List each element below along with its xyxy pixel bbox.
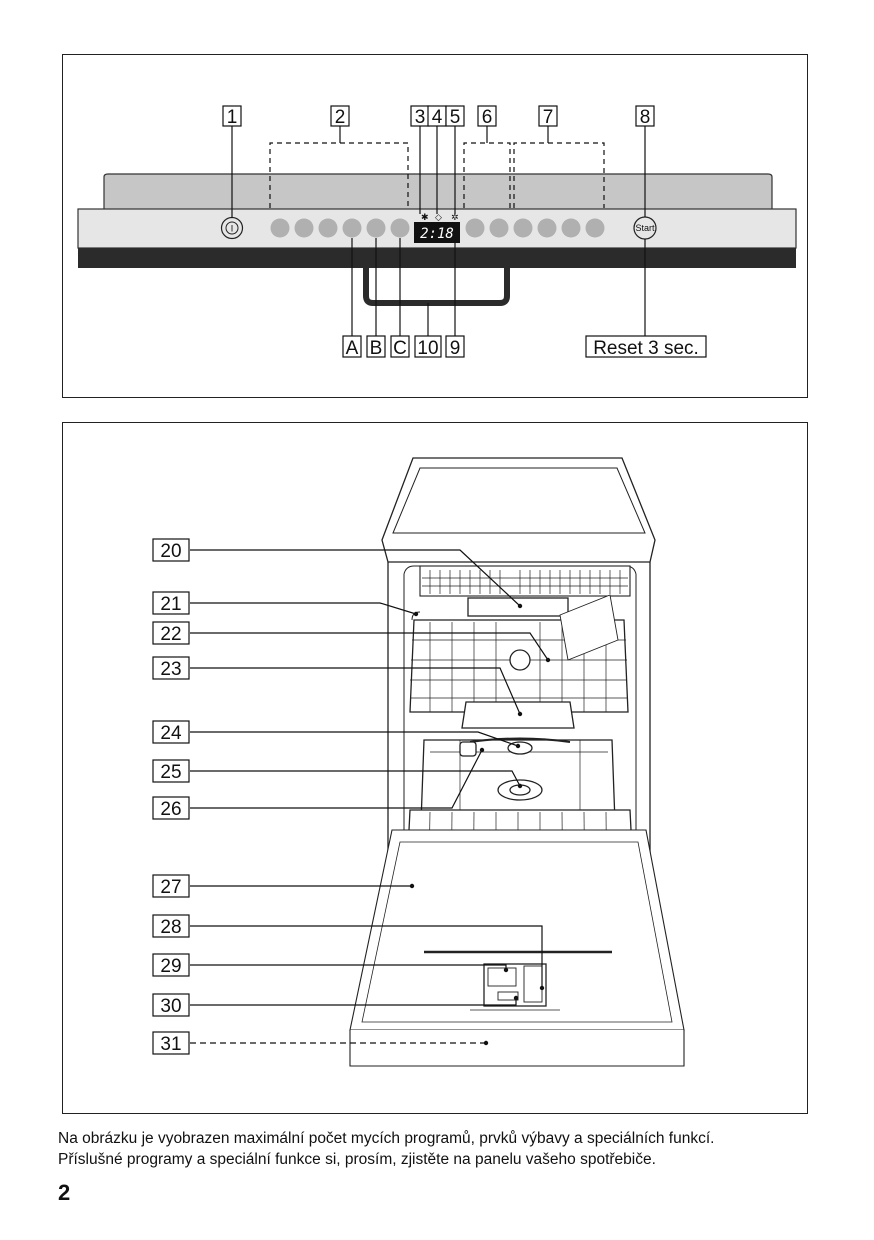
callout-26: 26 (160, 799, 182, 820)
callout-20: 20 (160, 541, 182, 562)
start-button[interactable] (634, 217, 656, 239)
rinse-aid-indicator-icon: ✱ (421, 212, 429, 222)
panel-callouts-top (223, 106, 654, 128)
dishwasher-drawing (350, 458, 684, 1066)
callout-5: 5 (449, 107, 461, 128)
callout-29: 29 (160, 956, 182, 977)
callout-4: 4 (431, 107, 443, 128)
reset-label: Reset 3 sec. (593, 338, 699, 359)
callout-25: 25 (160, 762, 182, 783)
callout-2: 2 (334, 107, 346, 128)
callout-28: 28 (160, 917, 182, 938)
callout-21: 21 (160, 594, 182, 615)
callout-23: 23 (160, 659, 182, 680)
callout-31: 31 (160, 1034, 182, 1055)
callout-22: 22 (160, 624, 182, 645)
caption-line-2: Příslušné programy a speciální funkce si, prosím, zjistěte na panelu vašeho spotřebiče. (58, 1151, 656, 1168)
power-symbol: I (230, 223, 234, 234)
callout-27: 27 (160, 877, 182, 898)
start-label: Start (635, 223, 655, 233)
callout-9: 9 (449, 338, 461, 359)
panel-callouts-bottom (343, 336, 706, 359)
figure-caption (58, 1128, 848, 1170)
callout-7: 7 (542, 107, 554, 128)
door-strip (78, 248, 796, 268)
callout-3: 3 (414, 107, 426, 128)
service-indicator-icon: ✲ (451, 212, 459, 222)
power-button[interactable] (222, 218, 243, 239)
callout-A: A (345, 338, 359, 359)
callout-30: 30 (160, 996, 182, 1017)
display (414, 212, 460, 243)
door-handle (366, 268, 507, 303)
callout-C: C (393, 338, 407, 359)
salt-indicator-icon: ◇ (435, 212, 442, 222)
callout-8: 8 (639, 107, 651, 128)
callout-1: 1 (226, 107, 238, 128)
callout-10: 10 (417, 338, 439, 359)
caption-line-1: Na obrázku je vyobrazen maximální počet mycích programů, prvků výbavy a speciálních funkcí. (58, 1130, 715, 1147)
callout-6: 6 (481, 107, 493, 128)
control-panel-drawing (78, 106, 796, 359)
interior-callouts (153, 539, 189, 1055)
display-time: 2:18 (420, 226, 454, 242)
page-number: 2 (58, 1180, 71, 1205)
callout-24: 24 (160, 723, 182, 744)
callout-B: B (369, 338, 383, 359)
